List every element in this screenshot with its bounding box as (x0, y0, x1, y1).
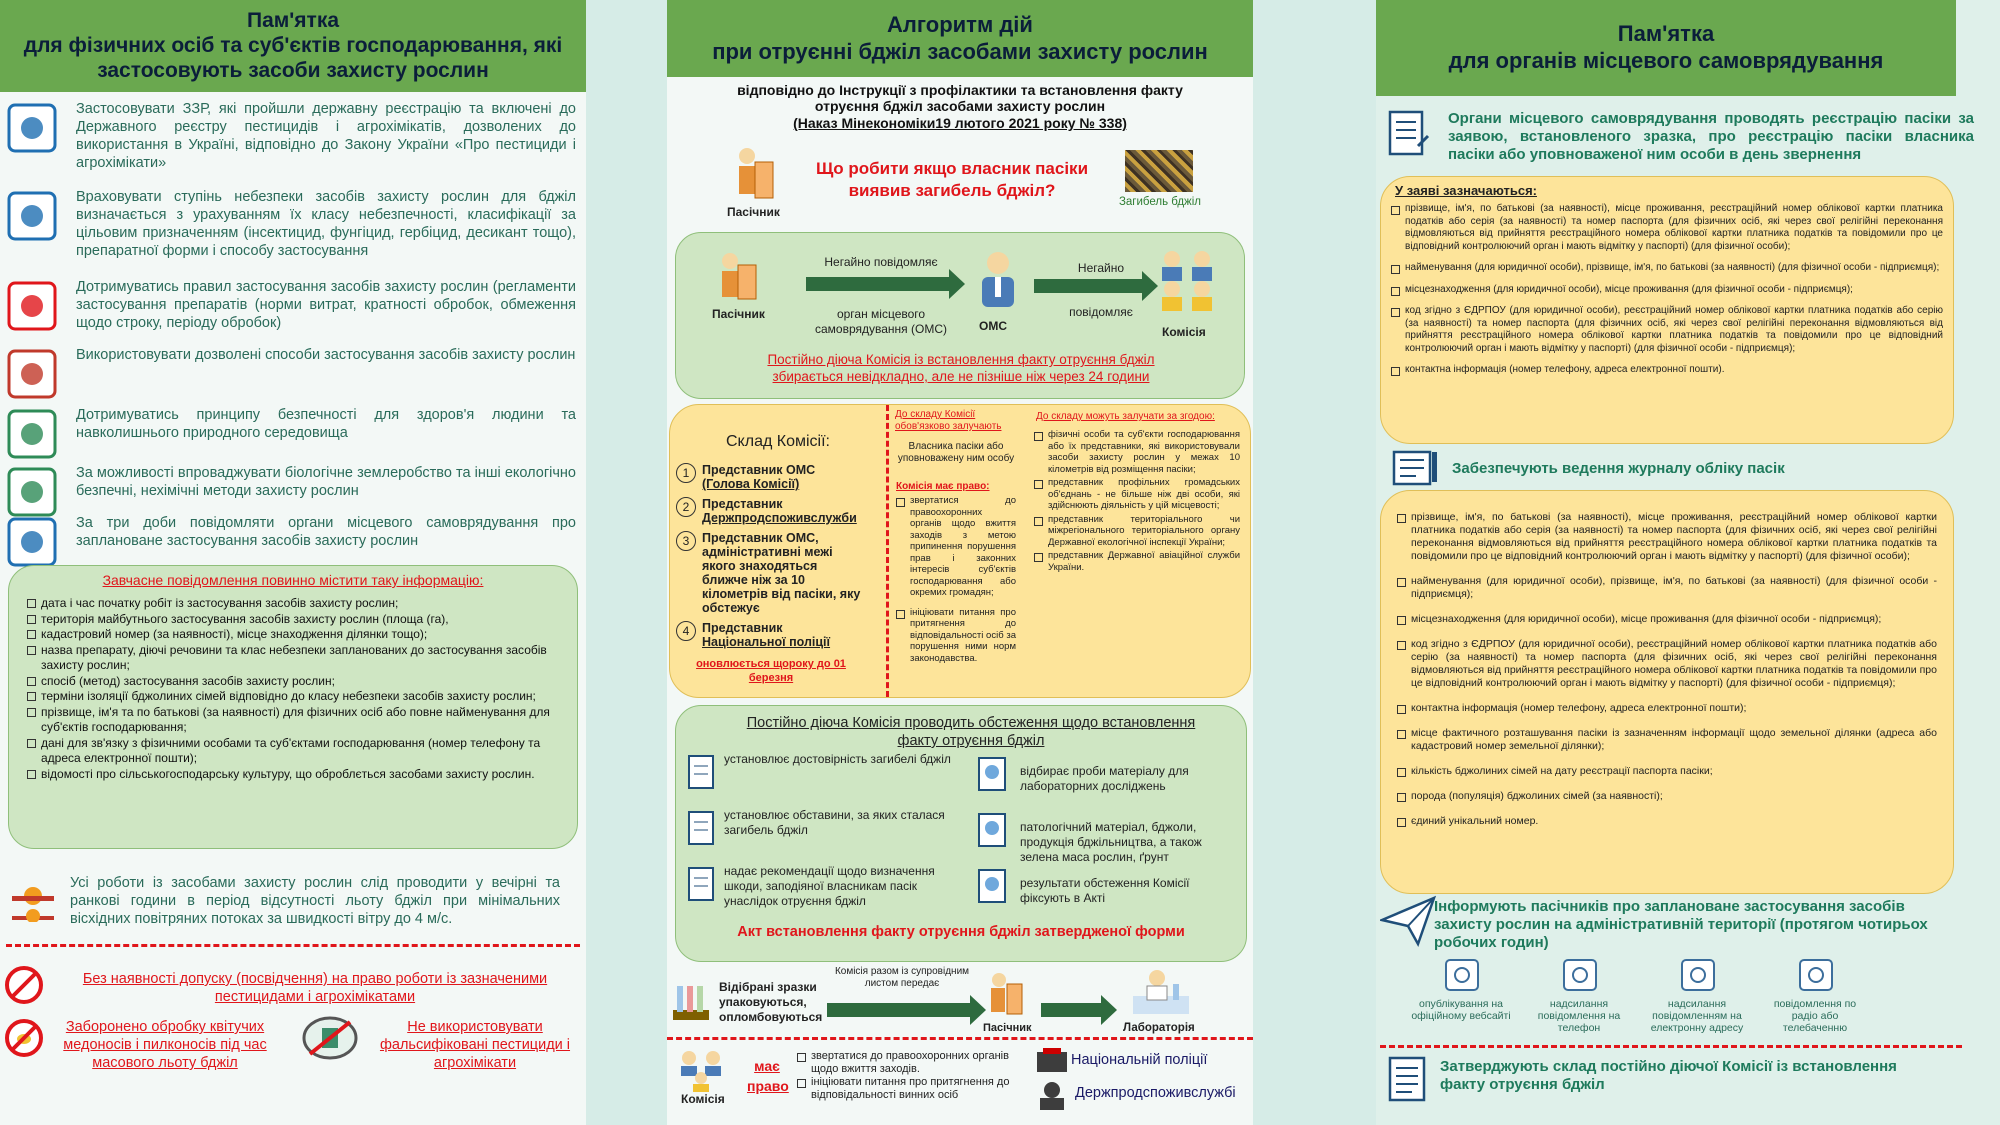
samples-arrow-1 (827, 1003, 972, 1017)
member-sub: Держпродспоживслужби (702, 511, 857, 525)
notice-item: кадастровий номер (за наявності), місце знаходження ділянки тощо); (27, 627, 561, 643)
apply-item: код згідно з ЄДРПОУ (для юридичної особи), реєстраційний номер облікової картки платника податків або серію (за наявності) та номер паспорта (для фізичних осіб, які через свої релігійні переконання відмовляються від прийняття реєстраційного номера облікової картки платника податків та повідомили про це відповідний контролюючий орган і мають відмітку у паспорті) (для фізичної особи - підприємця); (1391, 305, 1943, 355)
bottom-right-item: ініціювати питання про притягнення до відповідальності винних осіб (797, 1076, 1012, 1102)
flow-notify2: Негайно (1077, 261, 1125, 275)
bio-canister-icon (6, 466, 58, 518)
apply-item: місцезнаходження (для юридичної особи), місце проживання (для фізичної особи - підприємця); (1391, 284, 1943, 297)
composition-update: оновлюється щороку до 01 березня (696, 658, 846, 684)
evening-text: Усі роботи із засобами захисту рослин слід проводити у вечірні та ранкові години в період відсутності льоту бджіл при мінімальних вісхідних повітряних потоках за швидкості вітру до 4 м/с. (70, 875, 560, 927)
hazard-person-icon (6, 190, 58, 242)
question-text: Що робити якщо власник пасіки виявив загибель бджіл? (815, 159, 1089, 200)
pen-doc-icon (686, 810, 716, 846)
column-local-government (1376, 0, 2000, 1125)
composition-box (669, 404, 1251, 698)
journal-title: Забезпечують ведення журналу обліку пасік (1452, 460, 1785, 477)
commission-group-icon (1156, 247, 1218, 313)
notice-item: назва препарату, діючі речовини та клас небезпеки запланованих до застосування засобів захисту рослин; (27, 643, 561, 674)
composition-title: Склад Комісії: (726, 433, 830, 450)
sample-tubes-icon (671, 980, 711, 1022)
dead-bees-image (1125, 150, 1193, 192)
survey-right-text: результати обстеження Комісії фіксують в Акті (1020, 876, 1190, 905)
apply-title: У заяві зазначаються: (1395, 183, 1537, 198)
survey-left-text: надає рекомендації щодо визначення шкоди, заподіяної власникам пасік унаслідок отруєння бджіл (724, 864, 935, 908)
col1-item-text: За три доби повідомляти органи місцевого самоврядування про заплановане застосування засобів захисту рослин (76, 515, 576, 549)
col1-item-text: Дотримуватись правил застосування засобів захисту рослин (регламенти застосування препаратів (норми витрат, кратності обробок, обмеження щодо строку, періоду обробок) (76, 279, 576, 331)
paper-plane-icon (1380, 890, 1436, 950)
eco-plant-icon (6, 408, 58, 460)
member-text-wrap (702, 531, 866, 615)
member-text: Представник ОМС (702, 463, 816, 477)
commission-member (676, 463, 866, 491)
must-title: До складу Комісії обов'язково залучають (895, 409, 1002, 432)
flow-notify-now: Негайно повідомляє (824, 255, 938, 269)
notice-item: терміни ізоляції бджолиних сімей відповідно до класу небезпеки засобів захисту рослин; (27, 689, 561, 705)
notice-item: дата і час початку робіт із застосування засобів захисту рослин; (27, 596, 561, 612)
member-text-wrap (702, 463, 815, 491)
bottom-right-item: звертатися до правоохоронних органів щодо вжиття заходів. (797, 1050, 1012, 1076)
no-entry-icon (4, 965, 44, 1005)
journal-icon (1390, 448, 1440, 488)
member-text: Представник (702, 497, 783, 511)
flow-commission: Комісія (1162, 325, 1206, 339)
column-algorithm (667, 0, 1253, 1125)
notice-item: відомості про сільськогосподарську культуру, що оброблється засобами захисту рослин. (27, 767, 561, 783)
may-item: представник Державної авіаційної служби України. (1034, 550, 1240, 573)
member-number: 4 (676, 621, 696, 641)
journal-item: місце фактичного розташування пасіки із зазначенням інформації щодо земельної ділянки (адреса або кадастровий номер земельної ділянки); (1397, 727, 1937, 753)
commission-member (676, 621, 866, 649)
commission-member (676, 531, 866, 615)
inform-text: Інформують пасічників про заплановане застосування засобів захисту рослин на адміністративній території (протягом чотирьох робочих годин) (1434, 898, 1928, 951)
divider-dashed-2 (667, 1037, 1253, 1040)
tractor-icon (6, 348, 58, 400)
beekeeper-label: Пасічник (727, 205, 780, 219)
samples-arrow-2 (1041, 1003, 1103, 1017)
member-sub: (Голова Комісії) (702, 477, 800, 491)
composition-divider (886, 405, 889, 697)
col1-item-text: Дотримуватись принципу безпечності для здоров'я людини та навколишнього природного середовища (76, 407, 576, 441)
member-text-wrap (702, 497, 857, 525)
survey-right-text: патологічний матеріал, бджоли, продукція бджільництва, а також зелена маса рослин, ґрунт (1020, 820, 1202, 864)
may-item: фізичні особи та суб'єкти господарювання або їх представники, які використовували засоби захисту рослин у межах 10 кілометрів від розміщення пасіки; (1034, 429, 1240, 475)
samples-beekeeper: Пасічник (983, 1022, 1032, 1034)
inspector-icon (1035, 1080, 1069, 1110)
col1-item-text: Враховувати ступінь небезпеки засобів захисту рослин для бджіл визначається з урахуванням їх класу небезпечності, класифікації за цільовим призначенням (інсектицид, фунгіцид, гербіцид, десикант тощо), препаратної форми і способу застосування (76, 189, 576, 259)
member-text-wrap (702, 621, 830, 649)
apply-item: найменування (для юридичної особи), прізвище, ім'я, по батькові (за наявності) (для фізичної особи - підприємця); (1391, 262, 1943, 275)
journal-item: найменування (для юридичної особи), прізвище, ім'я, по батькові (за наявності) (для фізичної особи - підприємця); (1397, 575, 1937, 601)
member-number: 1 (676, 463, 696, 483)
flow-box (675, 232, 1245, 399)
ban-text-1: Без наявності допуску (посвідчення) на право роботи із зазначеними пестицидами і агрохімікатами (82, 971, 548, 1005)
home-icon (1444, 958, 1480, 992)
dead-bees-label: Загибель бджіл (1118, 196, 1202, 208)
channel-label: надсилання повідомленням на електронну адресу (1650, 998, 1744, 1034)
approve-text: Затверджують склад постійно діючої Комісії із встановлення факту отруєння бджіл (1440, 1058, 1897, 1093)
no-bee-icon (4, 1018, 44, 1058)
notice-item: спосіб (метод) застосування засобів захисту рослин; (27, 674, 561, 690)
col2-subtitle: відповідно до Інструкції з профілактики та встановлення факту отруєння бджіл засобами захисту рослин (737, 82, 1183, 114)
column-individuals (0, 0, 586, 1125)
apply-item: прізвище, ім'я, по батькові (за наявності), місце проживання, реєстраційний номер облікової картки платника податків або серія (за наявності) та номер паспорта (для фізичних осіб, які через свої релігійні переконання відмовляються від прийняття реєстраційного номера облікової картки платника податків та повідомили про це відповідний контролюючий орган і мають відмітку у паспорті) (для фізичної особи); (1391, 203, 1943, 253)
survey-box (675, 705, 1247, 962)
member-number: 3 (676, 531, 696, 551)
flow-oms-full: орган місцевого самоврядування (ОМС) (815, 307, 947, 336)
notice-title: Завчасне повідомлення повинно містити таку інформацію: (102, 572, 484, 588)
beekeeper-icon (987, 970, 1025, 1020)
sunrise-icon (8, 872, 58, 922)
notice-box (8, 565, 578, 849)
journal-box (1380, 490, 1954, 894)
bottom-commission: Комісія (681, 1092, 725, 1106)
document-icon (1384, 108, 1432, 158)
channel-label: надсилання повідомлення на телефон (1537, 998, 1621, 1034)
member-sub: Національної поліції (702, 635, 831, 649)
scientist-icon (976, 756, 1008, 792)
bottom-service: Держпродспоживслужбі (1075, 1085, 1236, 1101)
checklist-icon (1384, 1054, 1432, 1104)
sprayer-icon (6, 280, 58, 332)
col2-order: (Наказ Мінекономіки19 лютого 2021 року № 338) (793, 115, 1127, 131)
member-text: Представник (702, 621, 783, 635)
test-tubes-icon (976, 812, 1008, 848)
col1-item-text: За можливості впроваджувати біологічне землеробство та інші екологічно безпечні, нехімічні методи захисту рослин (76, 465, 576, 499)
phone-icon (1562, 958, 1598, 992)
member-text: Представник ОМС, адміністративні межі якого знаходяться ближче ніж за 10 кілометрів від пасіки, яку обстежує (702, 531, 861, 615)
col1-title: Пам'ятка для фізичних осіб та суб'єктів господарювання, які застосовують засоби захисту рослин (0, 0, 586, 92)
beekeeper-icon (733, 144, 777, 204)
may-item: представник територіального чи міжрегіонального територіального органу Державної екологічної інспекції України; (1034, 514, 1240, 549)
commission-member (676, 497, 866, 525)
beekeeper-icon (716, 249, 760, 305)
samples-escort: Комісія разом із супровідним листом передає (834, 966, 970, 989)
flow-notify2b: повідомляє (1069, 305, 1133, 319)
right-item: ініціювати питання про притягнення до відповідальності осіб за порушення ними норм законодавства. (896, 607, 1016, 665)
flow-note: Постійно діюча Комісія із встановлення факту отруєння бджіл збирається невідкладно, але не пізніше ніж через 24 години (767, 352, 1155, 384)
commission-group-icon (677, 1048, 727, 1092)
samples-lab: Лабораторія (1123, 1022, 1195, 1034)
flow-beekeeper-label: Пасічник (712, 307, 765, 321)
samples-text: Відібрані зразки упаковуються, опломбовуються (719, 980, 823, 1024)
apply-item: контактна інформація (номер телефону, адреса електронної пошти). (1391, 364, 1943, 377)
divider-dashed-3 (1380, 1045, 1962, 1048)
bottom-has-right: має право (747, 1058, 789, 1094)
journal-item: прізвище, ім'я, по батькові (за наявності), місце проживання, реєстраційний номер облікової картки платника податків або серія (за наявності) та номер паспорта (для фізичних осіб, які через свої релігійні переконання відмовляються від прийняття реєстраційного номера облікової картки платника податків та повідомили про це відповідний контролюючий орган і мають відмітку у паспорті) (для фізичної особи); (1397, 511, 1937, 563)
journal-item: кількість бджолиних сімей на дату реєстрації паспорта пасіки; (1397, 765, 1937, 778)
checklist-icon (6, 102, 58, 154)
journal-item: єдиний унікальний номер. (1397, 815, 1937, 828)
megaphone-icon (1798, 958, 1834, 992)
journal-item: код згідно з ЄДРПОУ (для юридичної особи), реєстраційний номер облікової картки платника податків або серію (за наявності) та номер паспорта (для фізичних осіб, які через свої релігійні переконання відмовляються від прийняття реєстраційного номера облікової картки платника податків та повідомили про це відповідний контролюючий орган і мають відмітку у паспорті) (для фізичної особи - підприємця); (1397, 638, 1937, 690)
report-icon (976, 868, 1008, 904)
survey-title: Постійно діюча Комісія проводить обстеження щодо встановлення факту отруєння бджіл (746, 715, 1196, 749)
col2-title: Алгоритм дій при отруєнні бджіл засобами захисту рослин (667, 0, 1253, 77)
no-pesticide-icon (300, 1016, 360, 1060)
col3-title: Пам'ятка для органів місцевого самоврядування (1376, 0, 1956, 96)
journal-item: місцезнаходження (для юридичної особи), місце проживання (для фізичної особи - підприємця); (1397, 613, 1937, 626)
mail-icon (6, 516, 58, 568)
journal-item: контактна інформація (номер телефону, адреса електронної пошти); (1397, 702, 1937, 715)
book-icon (686, 866, 716, 902)
ban-text-2: Заборонено обробку квітучих медоносів і пилконосів під час масового льоту бджіл (63, 1019, 267, 1071)
application-box (1380, 176, 1954, 444)
notice-item: прізвище, ім'я та по батькові (за наявності) для фізичних осіб або повне найменування для суб'єктів господарювання; (27, 705, 561, 736)
journal-item: порода (популяція) бджолиних сімей (за наявності); (1397, 790, 1937, 803)
notice-item: територія майбутнього застосування засобів захисту рослин (площа (га), (27, 612, 561, 628)
survey-act: Акт встановлення факту отруєння бджіл затвердженої форми (737, 924, 1185, 940)
flow-arrow-1 (806, 277, 951, 291)
police-icon (1035, 1048, 1069, 1074)
divider-dashed (6, 944, 580, 947)
right-item: звертатися до правоохоронних органів щодо вжиття заходів з метою припинення порушення прав і законних інтересів суб'єктів господарювання або окремих громадян; (896, 495, 1016, 599)
col1-item-text: Застосовувати ЗЗР, які пройшли державну реєстрацію та включені до Державного реєстру пестицидів і агрохімікатів, дозволених до використання в Україні, відповідно до Закону України «Про пестициди і агрохімікати» (76, 101, 576, 171)
notice-item: дані для зв'язку з фізичними особами та суб'єктами господарювання (номер телефону та адреса електронної пошти); (27, 736, 561, 767)
official-icon (976, 249, 1020, 309)
survey-left-text: установлює достовірність загибелі бджіл (724, 752, 951, 766)
flow-oms: ОМС (979, 319, 1007, 333)
channel-label: опублікування на офіційному вебсайті (1411, 998, 1511, 1022)
checklist-icon (686, 754, 716, 790)
may-item: представник профільних громадських об'єднань - не більше ніж дві особи, які здійснюють діяльність у цій місцевості; (1034, 477, 1240, 512)
channel-label: повідомлення по радіо або телебаченню (1773, 998, 1857, 1034)
member-number: 2 (676, 497, 696, 517)
may-title: До складу можуть залучати за згодою: (1036, 411, 1215, 422)
must-text: Власника пасіки або уповноважену ним особу (897, 441, 1015, 464)
col3-intro: Органи місцевого самоврядування проводять реєстрацію пасіки за заявою, встановленого зразка, про реєстрацію пасіки власника пасіки або уповноваженої ним особи в день звернення (1448, 110, 1974, 163)
flow-arrow-2 (1034, 279, 1144, 293)
envelope-icon (1680, 958, 1716, 992)
col1-item-text: Використовувати дозволені способи застосування засобів захисту рослин (76, 347, 576, 363)
ban-text-3: Не використовувати фальсифіковані пестициди і агрохімікати (379, 1019, 571, 1071)
bottom-police: Національній поліції (1071, 1052, 1208, 1068)
survey-left-text: установлює обставини, за яких сталася загибель бджіл (724, 808, 945, 837)
survey-right-text: відбирає проби матеріалу для лабораторних досліджень (1020, 764, 1189, 793)
rights-title: Комісія має право: (896, 481, 990, 492)
laboratory-icon (1133, 966, 1189, 1016)
